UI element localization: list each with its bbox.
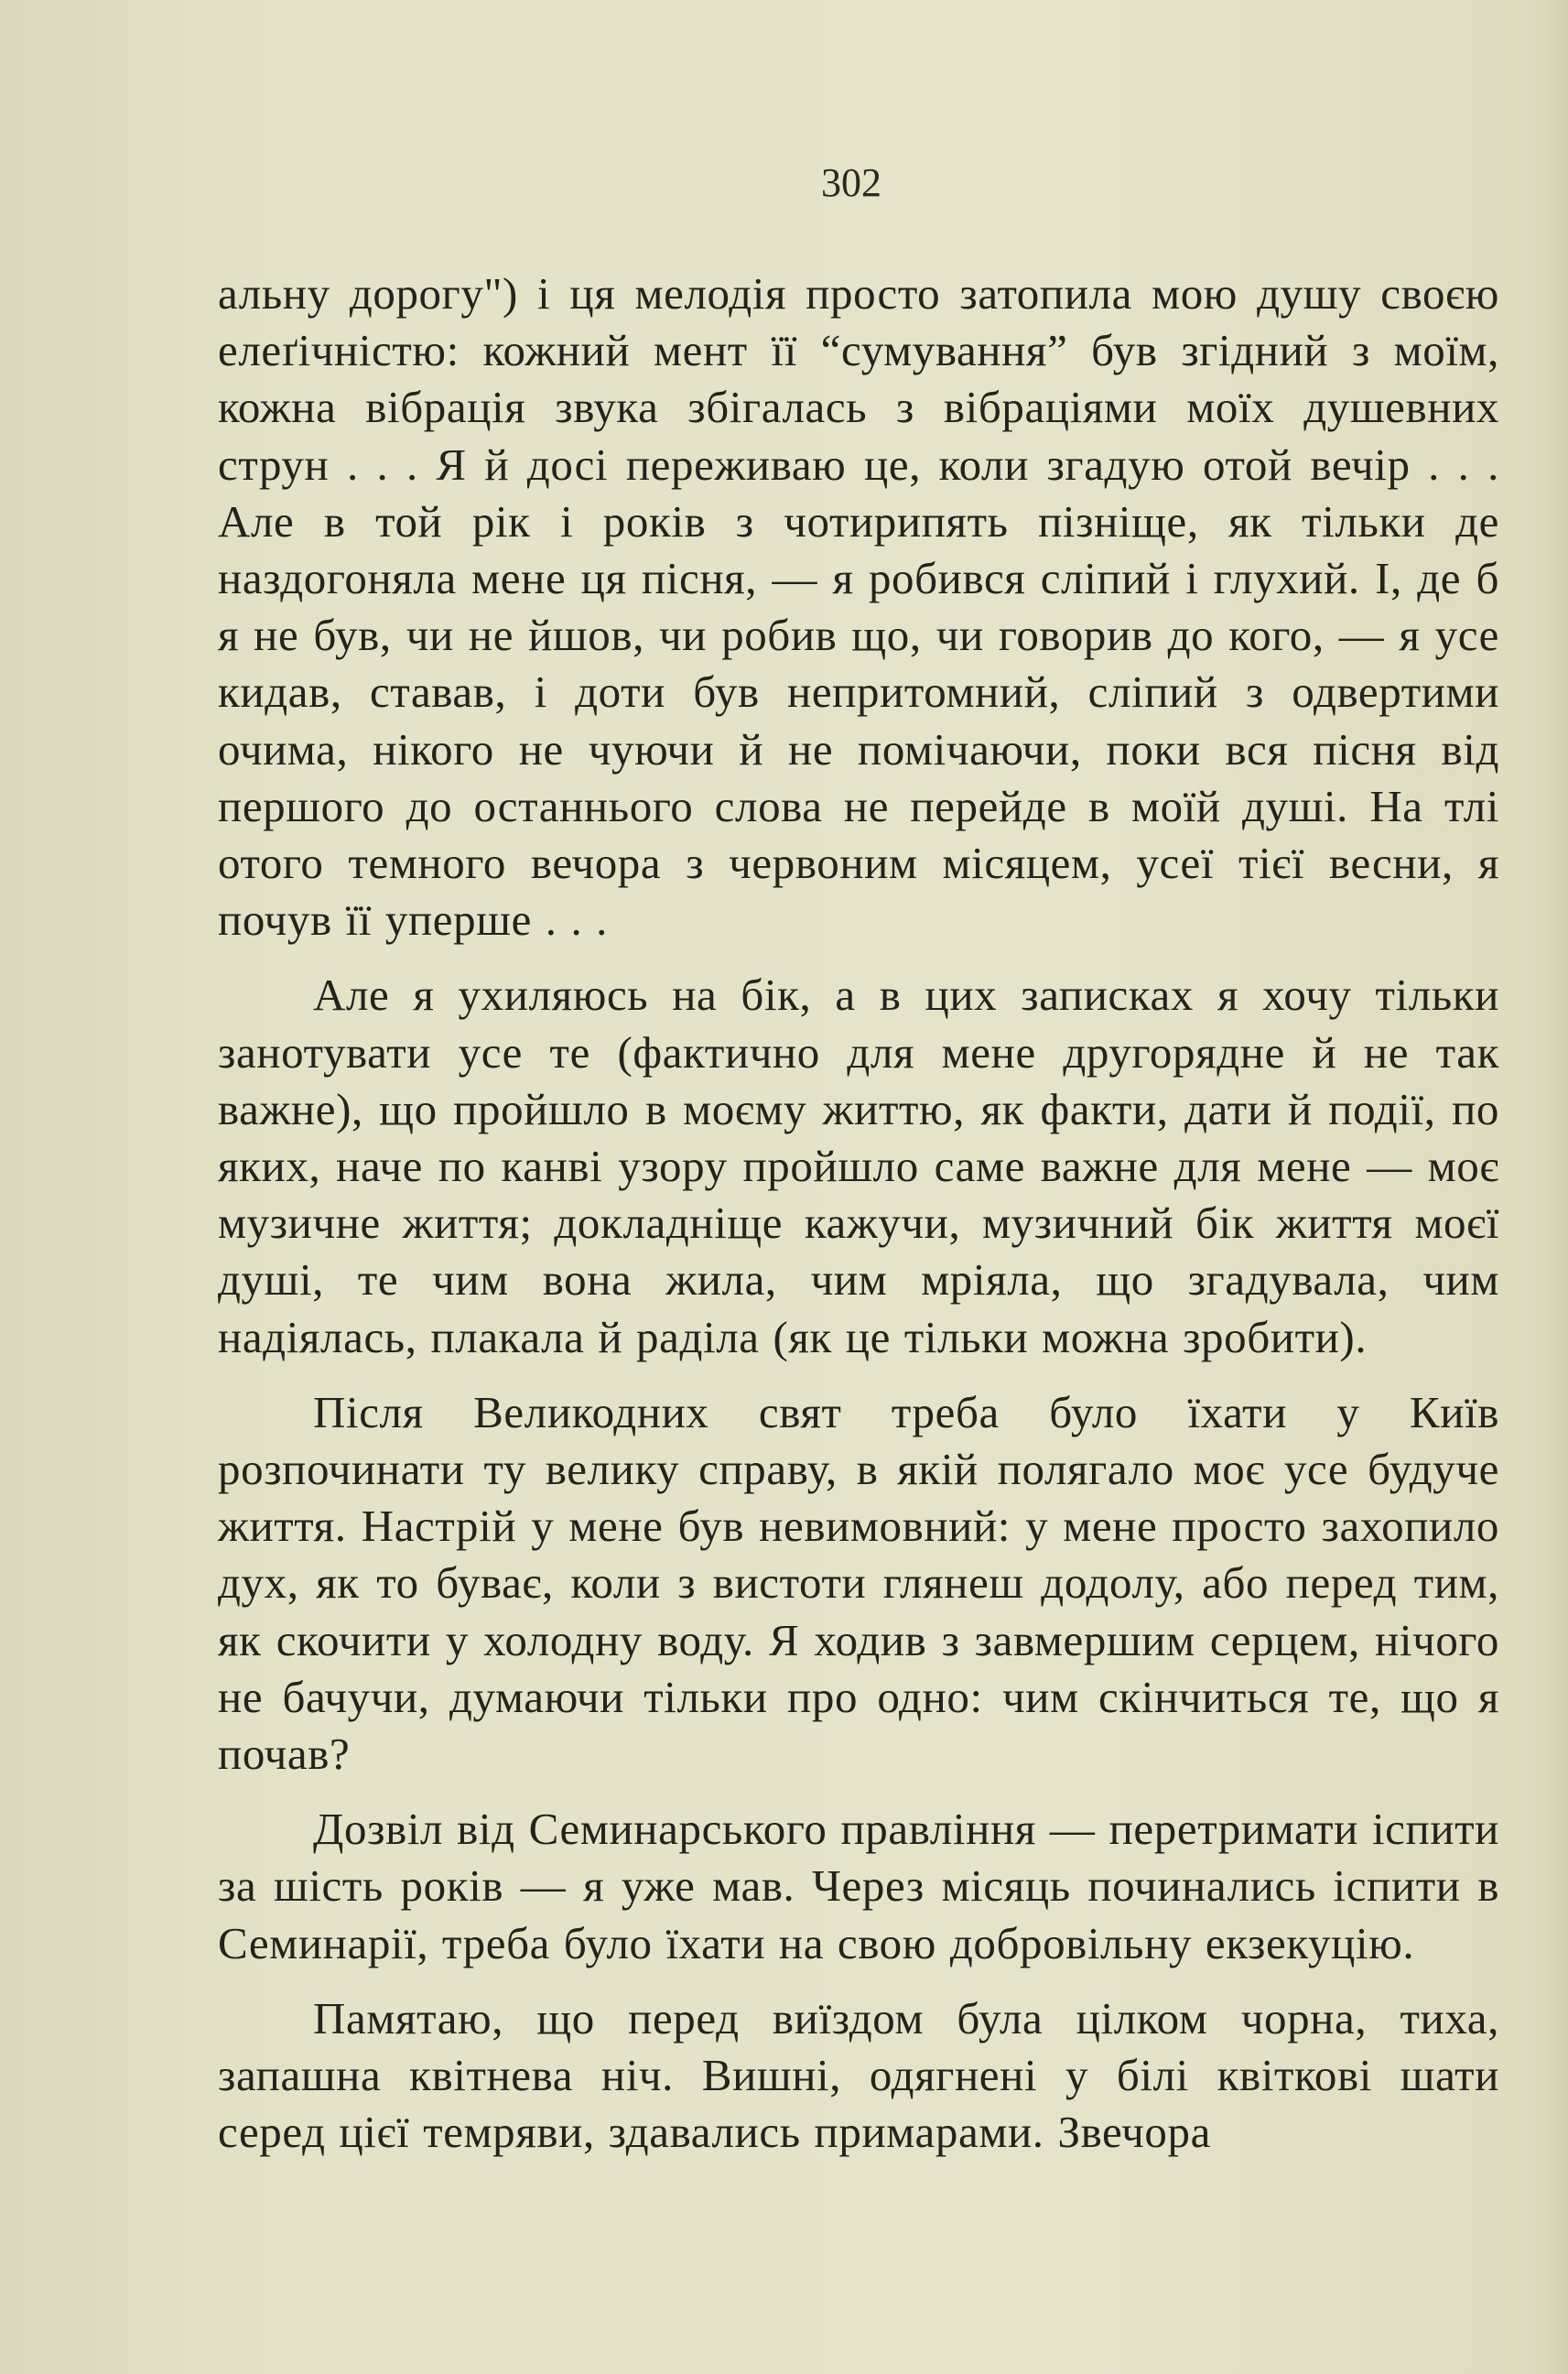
- page-edge-shadow: [1531, 0, 1568, 2374]
- paragraph-5: Памятаю, що перед виїздом була цілком чорна, тиха, запашна квітнева ніч. Вишні, одягнені у білі квіткові шати серед цієї темряви, здавались примарами. Звечора: [218, 1992, 1499, 2158]
- paragraph-2: Але я ухиляюсь на бік, а в цих записках я хочу тільки занотувати усе те (фактично для мене другорядне й не так важне), що пройшло в моєму життю, як факти, дати й події, по яких, наче по канві узору пройшло саме важне для мене — моє музичне життя; докладніще кажучи, музичний бік життя моєї душі, те чим вона жила, чим мріяла, що згадувала, чим надіялась, плакала й раділа (як це тільки можна зробити).: [218, 970, 1499, 1362]
- page-number: 302: [821, 160, 881, 205]
- paragraph-3: Після Великодних свят треба було їхати у Київ розпочинати ту велику справу, в якій полягало моє усе будуче життя. Настрій у мене був невимовний: у мене просто захопило дух, як то буває, коли з вистоти глянеш додолу, або перед тим, як скочити у холодну воду. Я ходив з завмершим серцем, нічого не бачучи, думаючи тільки про одно: чим скінчиться те, що я почав?: [218, 1386, 1499, 1780]
- paragraph-4: Дозвіл від Семинарського правління — перетримати іспити за шість років — я уже мав. Через місяць починались іспити в Семинарії, треба було їхати на свою добровільну екзекуцію.: [218, 1804, 1499, 1968]
- body-text: [218, 266, 1499, 2180]
- paragraph-1: альну дорогу") і ця мелодія просто затопила мою душу своєю елеґічністю: кожний мент її “сумування” був згідний з моїм, кожна вібрація звука збігалась з вібраціями моїх душевних струн . . . Я й досі переживаю це, коли згадую отой вечір . . . Але в той рік і років з чотирипять пізніще, як тільки де наздогоняла мене ця пісня, — я робився сліпий і глухий. І, де б я не був, чи не йшов, чи робив що, чи говорив до кого, — я усе кидав, ставав, і доти був непритомний, сліпий з одвертими очима, нікого не чуючи й не помічаючи, поки вся пісня від першого до останнього слова не перейде в моїй душі. На тлі отого темного вечора з червоним місяцем, усеї тієї весни, я почув її уперше . . .: [218, 268, 1499, 946]
